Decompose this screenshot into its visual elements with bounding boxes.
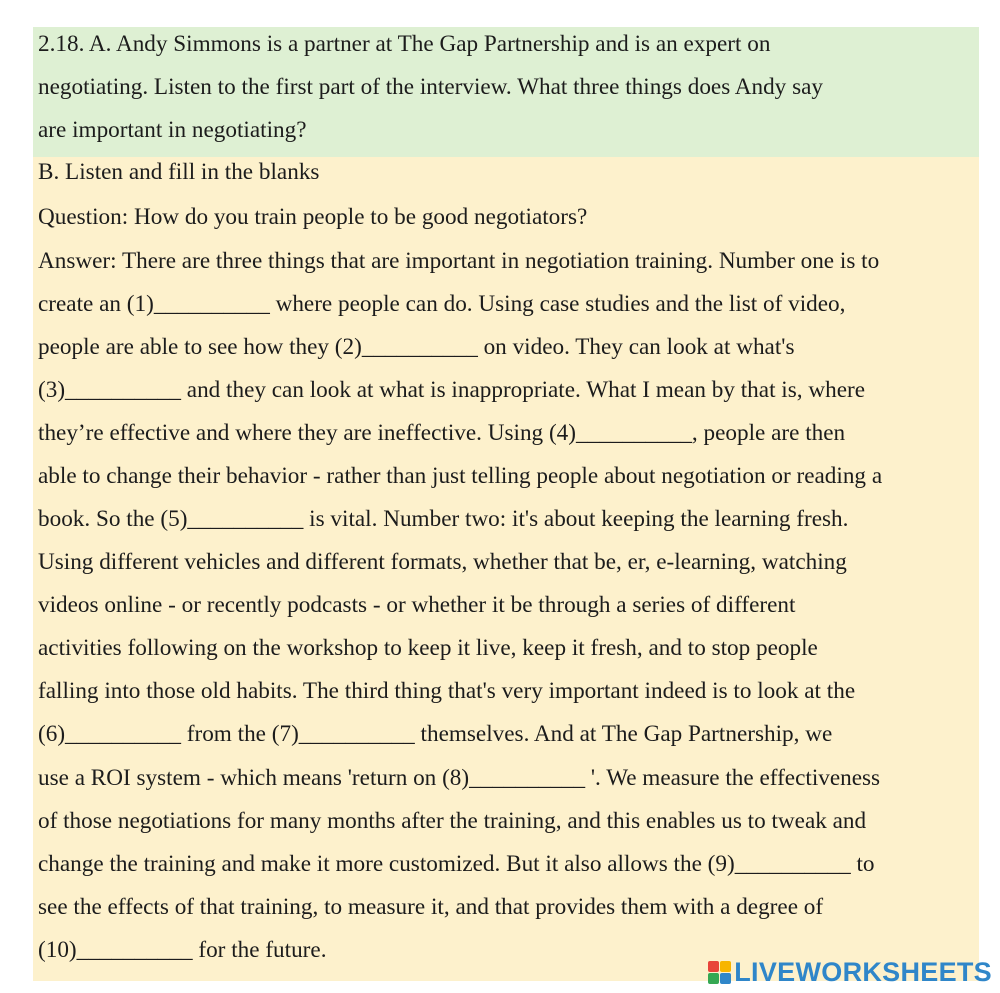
answer-line-16: see the effects of that training, to measure it, and that provides them with a degree of — [38, 894, 824, 920]
answer-line-8: Using different vehicles and different formats, whether that be, er, e-learning, watching — [38, 549, 847, 575]
part-b-heading: B. Listen and fill in the blanks — [38, 159, 320, 185]
liveworksheets-logo[interactable] — [708, 957, 992, 988]
logo-mark-square-blue — [720, 973, 731, 984]
logo-mark-square-red — [708, 961, 719, 972]
answer-line-11: falling into those old habits. The third thing that's very important indeed is to look at the — [38, 678, 856, 704]
answer-line-2: create an (1)__________ where people can do. Using case studies and the list of video, — [38, 291, 846, 317]
answer-line-4: (3)__________ and they can look at what is inappropriate. What I mean by that is, where — [38, 377, 866, 403]
answer-line-3: people are able to see how they (2)__________ on video. They can look at what's — [38, 334, 795, 360]
liveworksheets-logo-text: LIVEWORKSHEETS — [734, 957, 992, 987]
answer-line-1: Answer: There are three things that are important in negotiation training. Number one is to — [38, 248, 880, 274]
liveworksheets-logo-icon — [708, 961, 731, 984]
answer-line-17: (10)__________ for the future. — [38, 937, 327, 963]
logo-mark-square-yellow — [720, 961, 731, 972]
answer-line-13: use a ROI system - which means 'return on (8)__________ '. We measure the effectiveness — [38, 765, 881, 791]
answer-line-12: (6)__________ from the (7)__________ themselves. And at The Gap Partnership, we — [38, 721, 833, 747]
answer-line-6: able to change their behavior - rather than just telling people about negotiation or reading a — [38, 463, 883, 489]
instruction-line-2: negotiating. Listen to the first part of the interview. What three things does Andy say — [38, 74, 823, 100]
answer-line-5: they’re effective and where they are ineffective. Using (4)__________, people are then — [38, 420, 846, 446]
instruction-line-3: are important in negotiating? — [38, 117, 307, 143]
answer-line-7: book. So the (5)__________ is vital. Number two: it's about keeping the learning fresh. — [38, 506, 849, 532]
answer-line-9: videos online - or recently podcasts - or whether it be through a series of different — [38, 592, 796, 618]
answer-line-15: change the training and make it more customized. But it also allows the (9)__________ to — [38, 851, 875, 877]
instruction-line-1: 2.18. A. Andy Simmons is a partner at The Gap Partnership and is an expert on — [38, 31, 771, 57]
logo-mark-square-green — [708, 973, 719, 984]
question-line: Question: How do you train people to be good negotiators? — [38, 204, 588, 230]
answer-line-14: of those negotiations for many months after the training, and this enables us to tweak and — [38, 808, 867, 834]
answer-line-10: activities following on the workshop to keep it live, keep it fresh, and to stop people — [38, 635, 818, 661]
worksheet — [33, 27, 979, 981]
